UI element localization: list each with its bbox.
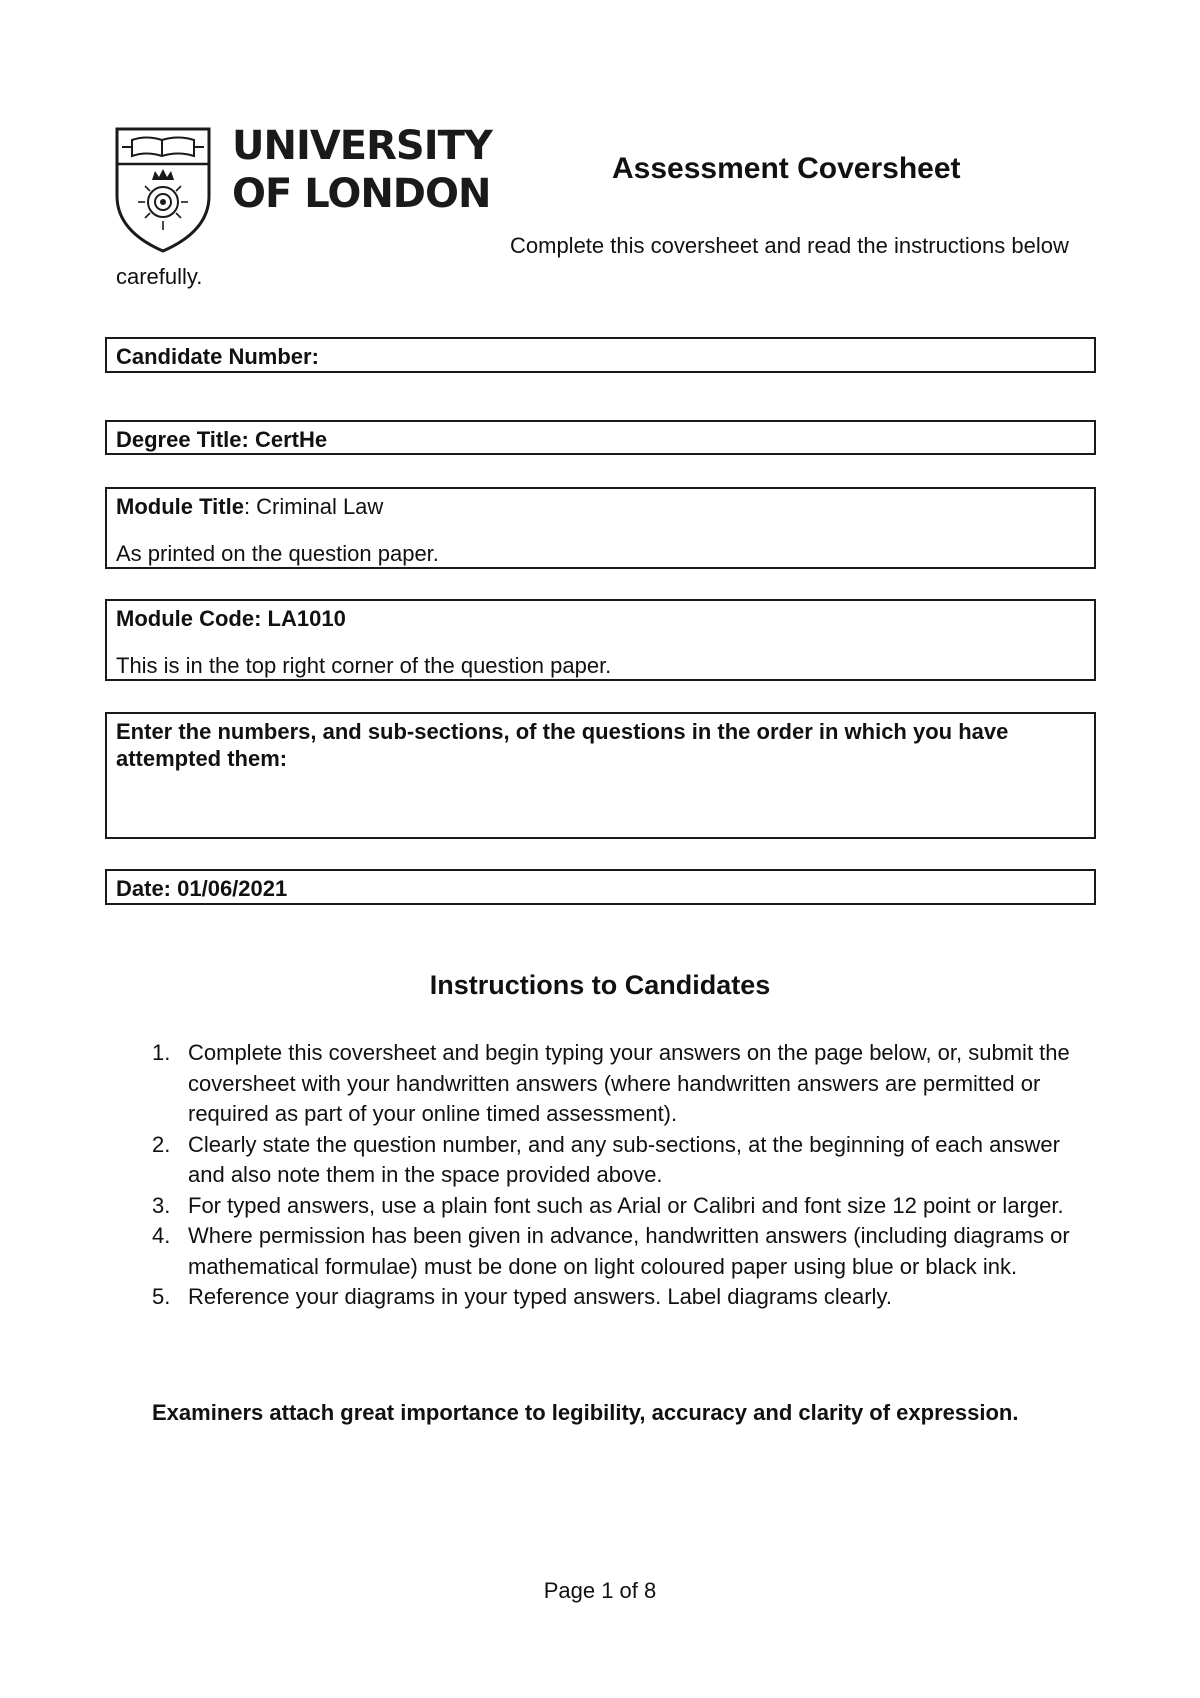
list-item — [152, 1130, 1092, 1191]
list-item-text: For typed answers, use a plain font such as Arial or Calibri and font size 12 point or larger. — [188, 1192, 1064, 1218]
date-field[interactable] — [105, 869, 1096, 905]
list-item-text: Where permission has been given in advance, handwritten answers (including diagrams or mathematical formulae) must be done on light coloured paper using blue or black ink. — [188, 1223, 1070, 1279]
list-item-number: 2. — [152, 1131, 171, 1157]
module-title-label: Module Title — [116, 494, 244, 519]
list-item — [152, 1221, 1092, 1282]
logo-line-1: UNIVERSITY — [232, 123, 492, 169]
questions-attempted-label: Enter the numbers, and sub-sections, of the questions in the order in which you have attempted them: — [116, 719, 1009, 771]
module-code-label: Module Code: LA1010 — [116, 606, 346, 631]
module-code-note: This is in the top right corner of the question paper. — [116, 653, 612, 678]
page-title: Assessment Coversheet — [612, 152, 961, 185]
instructions-heading: Instructions to Candidates — [429, 970, 771, 1000]
list-item — [152, 1282, 1092, 1313]
date-label: Date: 01/06/2021 — [116, 876, 288, 901]
candidate-number-label: Candidate Number: — [116, 344, 319, 369]
module-title-note: As printed on the question paper. — [116, 541, 439, 566]
instructions-list — [152, 1038, 1092, 1313]
module-title-field[interactable] — [105, 487, 1096, 569]
list-item-number: 5. — [152, 1284, 171, 1309]
intro-text: Complete this coversheet and read the instructions below carefully. — [116, 233, 1069, 289]
list-item-number: 3. — [152, 1192, 171, 1218]
questions-attempted-field[interactable] — [105, 712, 1096, 839]
university-logo-text — [232, 122, 492, 218]
list-item — [152, 1191, 1092, 1222]
examiners-note: Examiners attach great importance to legibility, accuracy and clarity of expression. — [152, 1400, 1019, 1425]
degree-title-field[interactable] — [105, 420, 1096, 455]
list-item-number: 1. — [152, 1040, 171, 1065]
logo-line-2: OF LONDON — [232, 171, 491, 217]
list-item — [152, 1038, 1092, 1130]
page-number: Page 1 of 8 — [543, 1578, 657, 1603]
degree-title-label: Degree Title: CertHe — [116, 427, 328, 452]
module-code-field[interactable] — [105, 599, 1096, 681]
module-title-value: : Criminal Law — [243, 494, 384, 519]
list-item-text: Clearly state the question number, and any sub-sections, at the beginning of each answer and also note them in the space provided above. — [188, 1131, 1060, 1187]
candidate-number-field[interactable] — [105, 337, 1096, 373]
list-item-text: Reference your diagrams in your typed answers. Label diagrams clearly. — [188, 1284, 892, 1309]
list-item-number: 4. — [152, 1223, 171, 1248]
list-item-text: Complete this coversheet and begin typing your answers on the page below, or, submit the coversheet with your handwritten answers (where handwritten answers are permitted or required as part of your online timed assessment). — [188, 1040, 1070, 1126]
